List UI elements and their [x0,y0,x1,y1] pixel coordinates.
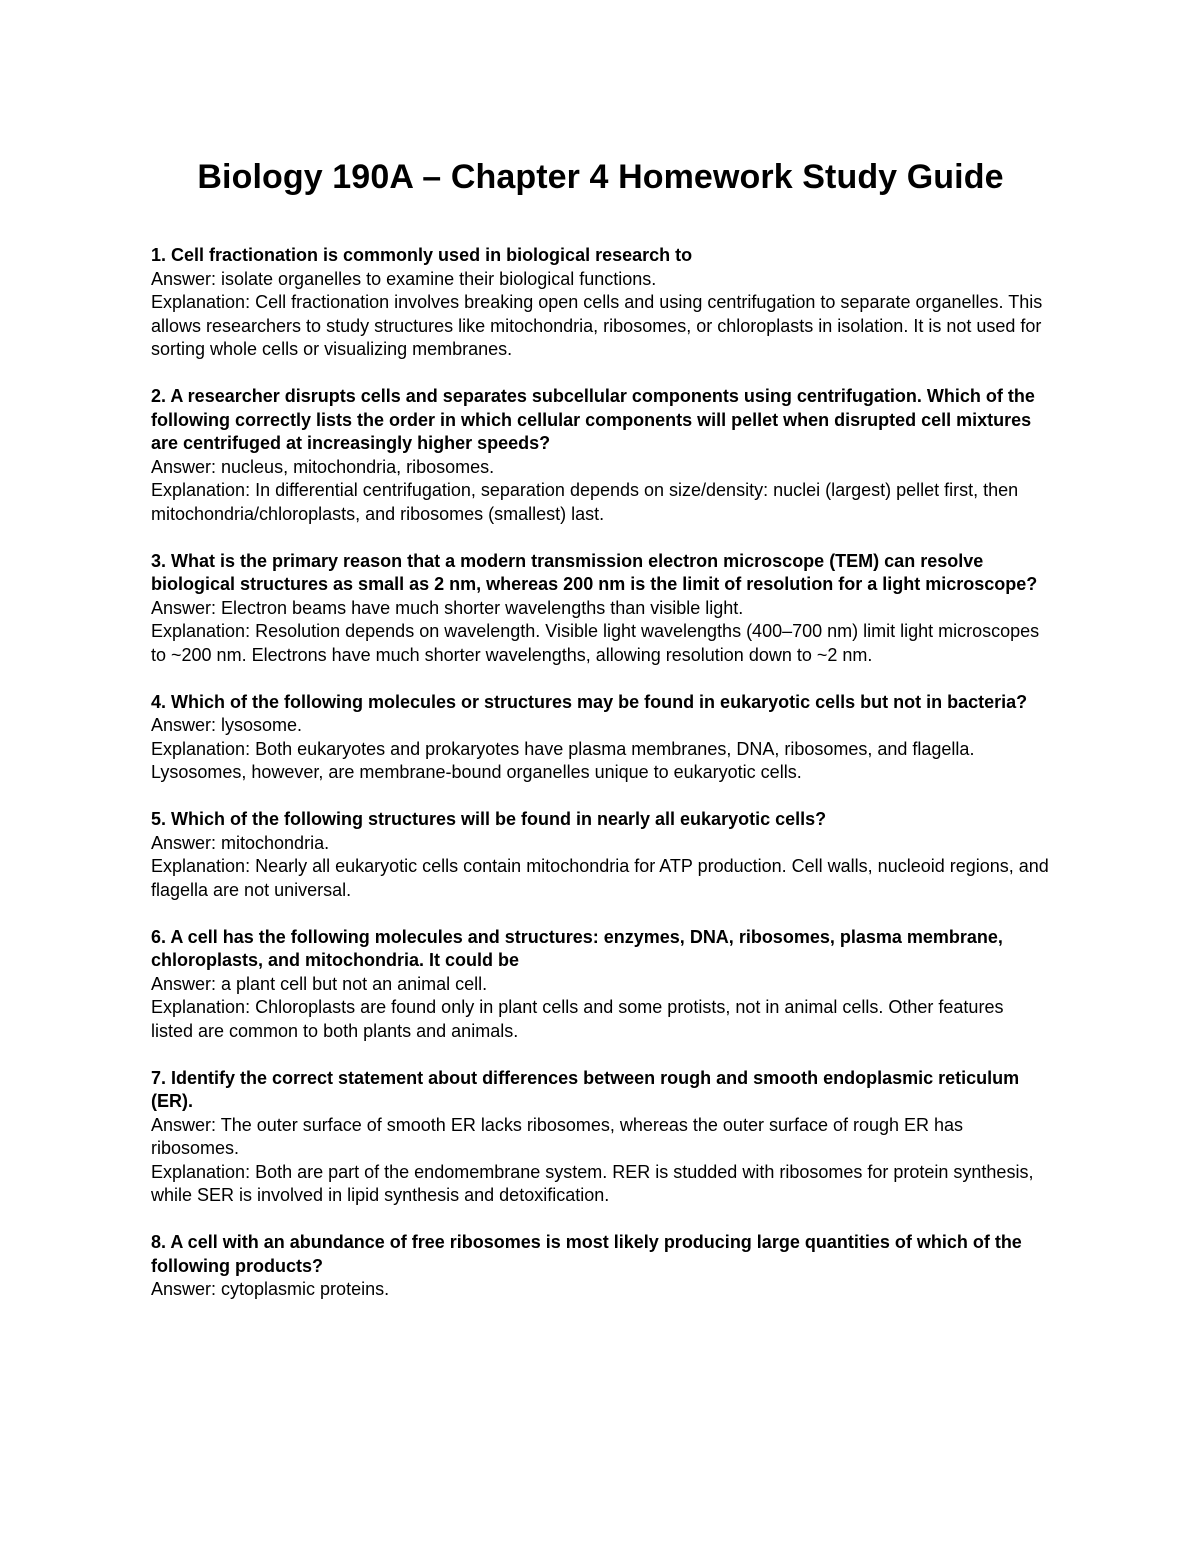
question-item [151,1231,1050,1302]
question-item [151,926,1050,1044]
question-item [151,244,1050,362]
question-title: 3. What is the primary reason that a modern transmission electron microscope (TEM) can resolve biological structures as small as 2 nm, whereas 200 nm is the limit of resolution for a light microscope? [151,550,1038,594]
question-title: 6. A cell has the following molecules and structures: enzymes, DNA, ribosomes, plasma membrane, chloroplasts, and mitochondria. It could be [151,926,1003,970]
explanation-text: Explanation: Resolution depends on wavelength. Visible light wavelengths (400–700 nm) limit light microscopes to ~200 nm. Electrons have much shorter wavelengths, allowing resolution down to ~2 nm. [151,621,1040,665]
question-title: 5. Which of the following structures will be found in nearly all eukaryotic cells? [151,809,827,829]
question-item [151,385,1050,526]
question-list [151,244,1050,1302]
question-item [151,808,1050,902]
question-title: 2. A researcher disrupts cells and separates subcellular components using centrifugation. Which of the following correctly lists the order in which cellular components will pellet when disrupted cell mixtures are centrifuged at increasingly higher speeds? [151,386,1035,453]
question-title: 8. A cell with an abundance of free ribosomes is most likely producing large quantities of which of the following products? [151,1232,1022,1276]
explanation-text: Explanation: Both eukaryotes and prokaryotes have plasma membranes, DNA, ribosomes, and flagella. Lysosomes, however, are membrane-bound organelles unique to eukaryotic cells. [151,738,975,782]
question-item [151,1067,1050,1208]
question-title: 1. Cell fractionation is commonly used in biological research to [151,245,693,265]
explanation-text: Explanation: Chloroplasts are found only in plant cells and some protists, not in animal cells. Other features listed are common to both plants and animals. [151,997,1004,1041]
explanation-text: Explanation: Nearly all eukaryotic cells contain mitochondria for ATP production. Cell walls, nucleoid regions, and flagella are not universal. [151,856,1049,900]
answer-text: Answer: mitochondria. [151,832,330,853]
answer-text: Answer: Electron beams have much shorter wavelengths than visible light. [151,597,744,618]
question-title: 4. Which of the following molecules or structures may be found in eukaryotic cells but not in bacteria? [151,691,1028,712]
answer-text: Answer: nucleus, mitochondria, ribosomes. [151,456,495,477]
answer-text: Answer: isolate organelles to examine their biological functions. [151,268,657,289]
explanation-text: Explanation: Cell fractionation involves breaking open cells and using centrifugation to separate organelles. This allows researchers to study structures like mitochondria, ribosomes, or chloroplasts in isolation. It is not used for sorting whole cells or visualizing membranes. [151,292,1043,359]
answer-text: Answer: a plant cell but not an animal cell. [151,973,488,994]
answer-text: Answer: cytoplasmic proteins. [151,1279,390,1299]
explanation-text: Explanation: In differential centrifugation, separation depends on size/density: nuclei (largest) pellet first, then mitochondria/chloroplasts, and ribosomes (smallest) last. [151,480,1019,524]
question-item [151,691,1050,785]
explanation-text: Explanation: Both are part of the endomembrane system. RER is studded with ribosomes for protein synthesis, while SER is involved in lipid synthesis and detoxification. [151,1161,1034,1205]
answer-text: Answer: lysosome. [151,715,303,735]
answer-text: Answer: The outer surface of smooth ER lacks ribosomes, whereas the outer surface of rough ER has ribosomes. [151,1114,964,1158]
question-item [151,550,1050,668]
question-title: 7. Identify the correct statement about differences between rough and smooth endoplasmic reticulum (ER). [151,1067,1020,1111]
page-title: Biology 190A – Chapter 4 Homework Study Guide [197,158,1004,196]
